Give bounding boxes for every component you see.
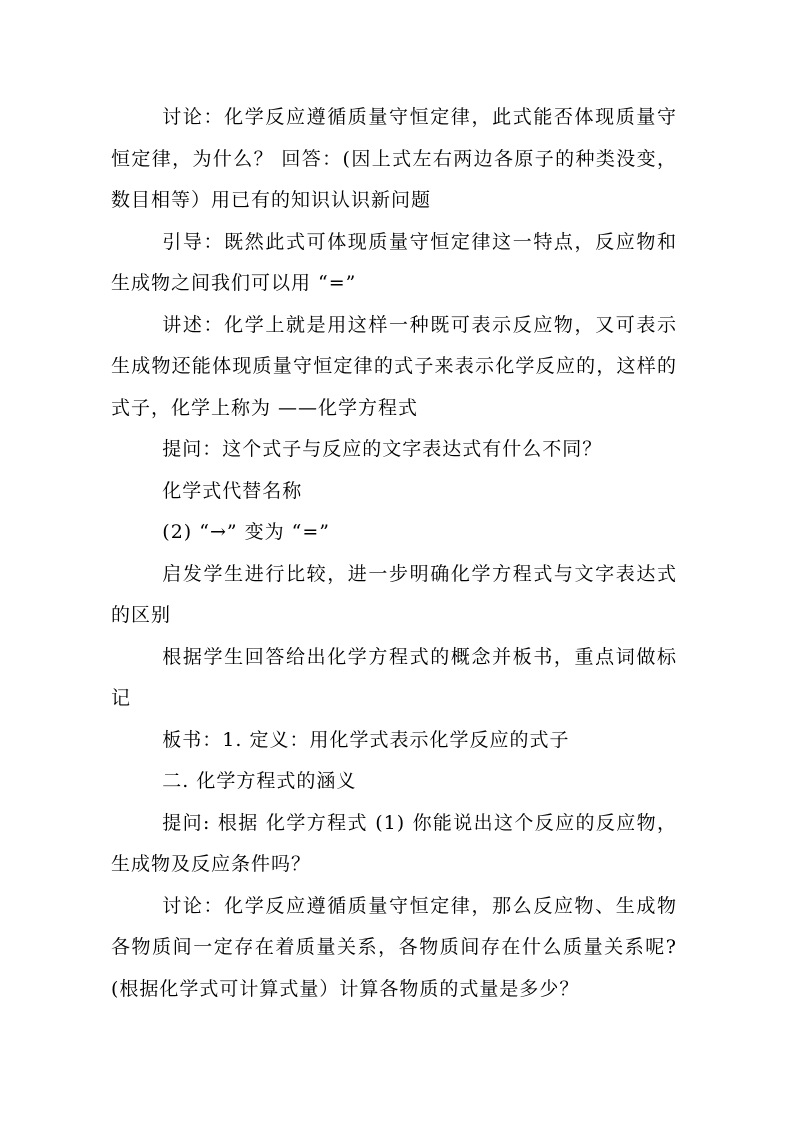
paragraph-guide: 引导：既然此式可体现质量守恒定律这一特点，反应物和生成物之间我们可以用 “=” bbox=[111, 230, 677, 294]
paragraph-arrow-change: (2) “→” 变为 “=” bbox=[162, 521, 331, 543]
paragraph-lecture: 讲述：化学上就是用这样一种既可表示反应物，又可表示生成物还能体现质量守恒定律的式子来表示化学反应的，这样的式子，化学上称为 ——化学方程式 bbox=[111, 313, 677, 419]
document-body bbox=[111, 97, 677, 1010]
paragraph-compare: 启发学生进行比较，进一步明确化学方程式与文字表达式的区别 bbox=[111, 562, 677, 626]
paragraph-formula-replace: 化学式代替名称 bbox=[162, 479, 303, 502]
paragraph-board-definition: 板书：1. 定义：用化学式表示化学反应的式子 bbox=[162, 728, 570, 751]
section-heading-meaning: 二. 化学方程式的涵义 bbox=[162, 770, 357, 792]
paragraph-question-2: 提问: 根据 化学方程式 (1) 你能说出这个反应的反应物，生成物及反应条件吗？ bbox=[111, 811, 677, 875]
paragraph-discussion-1: 讨论：化学反应遵循质量守恒定律，此式能否体现质量守恒定律，为什么？ 回答：(因上式左右两边各原子的种类没变，数目相等）用已有的知识认识新问题 bbox=[111, 106, 677, 211]
paragraph-concept: 根据学生回答给出化学方程式的概念并板书，重点词做标记 bbox=[111, 645, 677, 709]
paragraph-question-1: 提问：这个式子与反应的文字表达式有什么不同？ bbox=[162, 438, 603, 460]
paragraph-discussion-2: 讨论：化学反应遵循质量守恒定律，那么反应物、生成物各物质间一定存在着质量关系，各物质间存在什么质量关系呢? (根据化学式可计算式量）计算各物质的式量是多少？ bbox=[111, 894, 677, 1000]
